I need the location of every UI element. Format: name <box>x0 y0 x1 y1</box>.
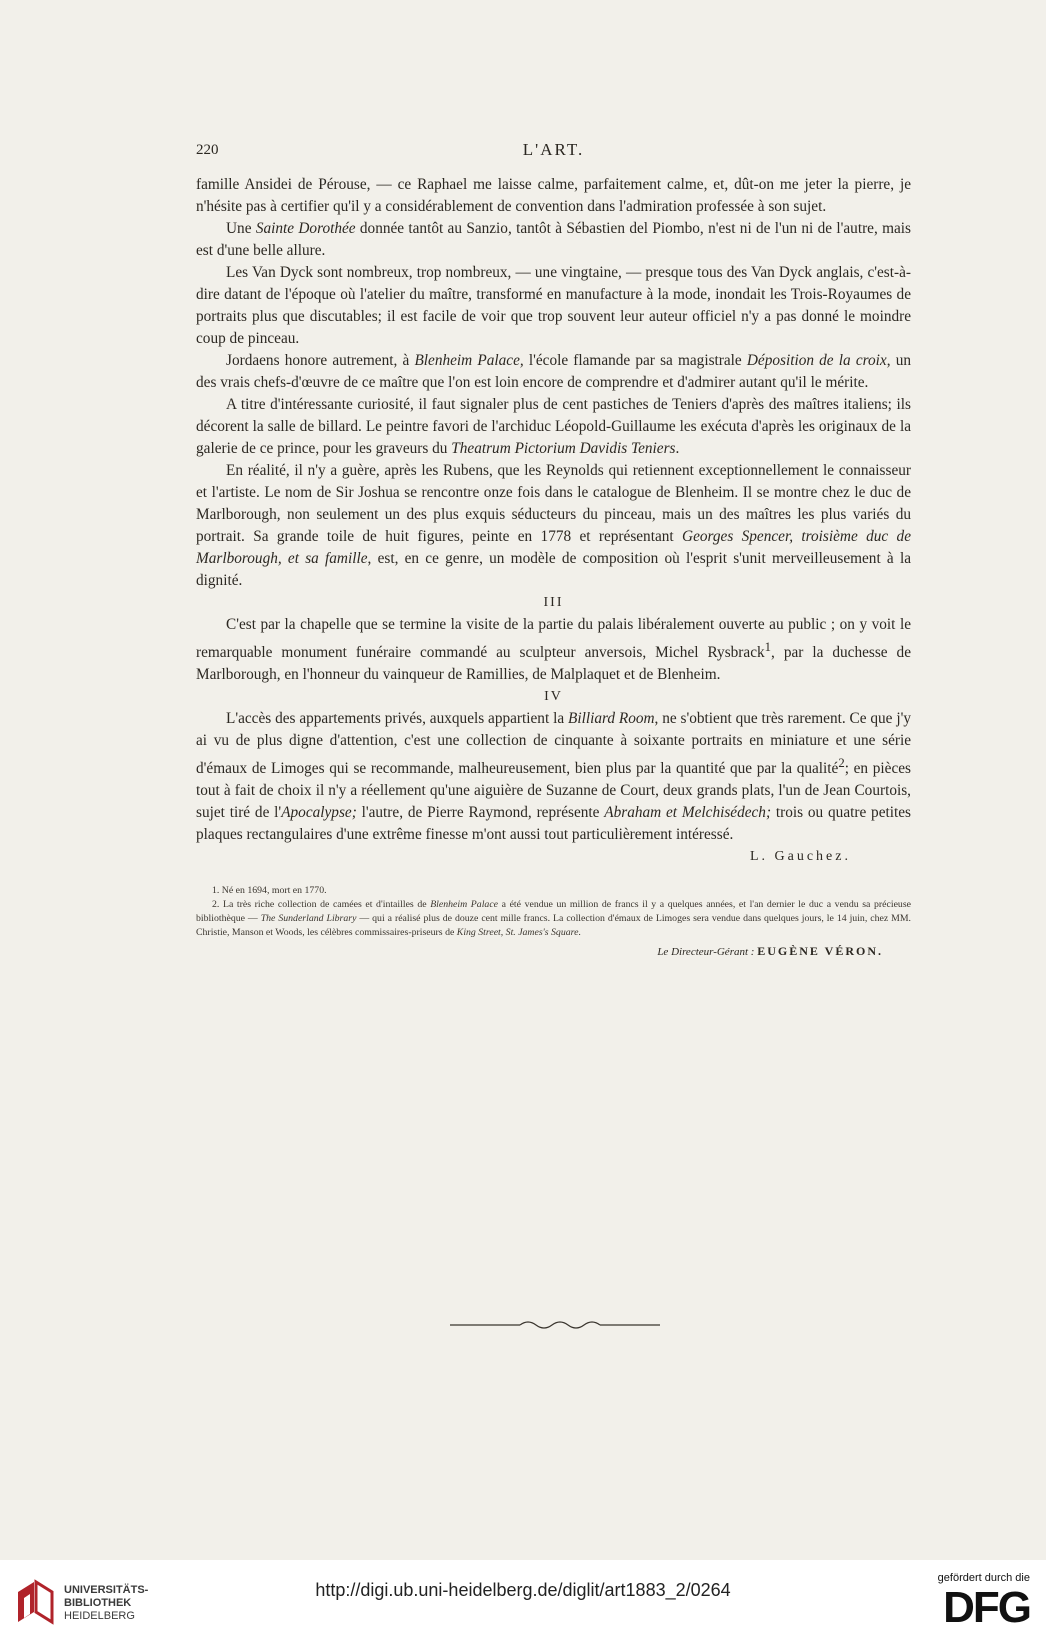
paragraph: En réalité, il n'y a guère, après les Rubens, que les Reynolds qui retiennent exceptionnellement le connaisseur et l'artiste. Le nom de Sir Joshua se rencontre onze fois dans le catalogue de Blenheim. Il se montre chez le duc de Marlborough, non seulement un des plus exquis séducteurs du pinceau, mais un des maîtres les plus variés du portrait. Sa grande toile de huit figures, peinte en 1778 et représentant Georges Spencer, troisième duc de Marlborough, et sa famille, est, en ce genre, un modèle de composition où l'esprit s'unit merveilleusement à la dignité. <box>196 462 911 589</box>
article-body <box>196 174 911 963</box>
section-heading-iv: IV <box>544 689 563 705</box>
paragraph: Les Van Dyck sont nombreux, trop nombreux, — une vingtaine, — presque tous des Van Dyck anglais, c'est-à-dire datant de l'époque où l'atelier du maître, transformé en manufacture à la mode, inondait les Trois-Royaumes de portraits plus que discutables; il est facile de voir que trop souvent leur auteur officiel n'y a pas donné le moindre coup de pinceau. <box>196 264 911 347</box>
funded-by-label: gefördert durch die <box>937 1572 1030 1584</box>
paragraph: Une Sainte Dorothée donnée tantôt au Sanzio, tantôt à Sébastien del Piombo, n'est ni de l'un ni de l'autre, mais est d'une belle allure. <box>196 220 911 259</box>
library-name: UNIVERSITÄTS- BIBLIOTHEK HEIDELBERG <box>64 1584 149 1622</box>
dfg-logo: DFG <box>943 1583 1030 1632</box>
footnote: 1. Né en 1694, mort en 1770. <box>212 885 327 897</box>
paragraph: famille Ansidei de Pérouse, — ce Raphael me laisse calme, parfaitement calme, et, dût-on me jeter la pierre, je n'hésite pas à certifier qu'il y a considérablement de convention dans l'admiration professée à son sujet. <box>196 176 911 215</box>
director-line: Le Directeur-Gérant : EUGÈNE VÉRON. <box>657 944 883 959</box>
paragraph: L'accès des appartements privés, auxquels appartient la Billiard Room, ne s'obtient que très rarement. Ce que j'y ai vu de plus digne d'attention, c'est une collection de cinquante à soixante portraits en miniature et une série d'émaux de Limoges qui se recommande, malheureusement, bien plus par la quantité que par la qualité$^2$; en pièces tout à fait de choix il n'y a réellement qu'une aiguière de Suzanne de Court, deux grands plats, l'un de Jean Courtois, sujet tiré de l'Apocalypse; l'autre, de Pierre Raymond, représente Abraham et Melchisédech; trois ou quatre petites plaques rectangulaires d'une extrême finesse m'ont aussi tout particulièrement intéressé. <box>196 710 911 844</box>
funder-logo <box>910 1572 1030 1630</box>
paragraph: A titre d'intéressante curiosité, il faut signaler plus de cent pastiches de Teniers d'après des maîtres italiens; ils décorent la salle de billard. Le peintre favori de l'archiduc Léopold-Guillaume les exécuta d'après les originaux de la galerie de ce prince, pour les graveurs du Theatrum Pictorium Davidis Teniers. <box>196 396 911 457</box>
footnote-ref[interactable]: 2 <box>838 756 845 771</box>
paragraph: C'est par la chapelle que se termine la visite de la partie du palais libéralement ouverte au public ; on y voit le remarquable monument funéraire commandé au sculpteur anversois, Michel Rysbrack$^1$, par la duchesse de Marlborough, en l'honneur du vainqueur de Ramillies, de Malplaquet et de Blenheim. <box>196 616 911 684</box>
page-number: 220 <box>196 142 219 158</box>
viewer-footer <box>0 1560 1046 1647</box>
footnote: 2. La très riche collection de camées et d'intailles de Blenheim Palace a été vendue un million de francs il y a quelques années, et l'an dernier le duc a vendu sa précieuse bibliothèque — The Sunderland Library — qui a réalisé plus de douze cent mille francs. La collection d'émaux de Limoges sera vendue dans quelques jours, le 14 juin, chez MM. Christie, Manson et Woods, les célèbres commissaires-priseurs de King Street, St. James's Square. <box>196 899 911 939</box>
journal-title: L'ART. <box>522 140 585 159</box>
section-heading-iii: III <box>543 595 564 610</box>
ornament-divider-icon <box>450 1318 660 1332</box>
paragraph: Jordaens honore autrement, à Blenheim Palace, l'école flamande par sa magistrale Déposition de la croix, un des vrais chefs-d'œuvre de ce maître que l'on est loin encore de comprendre et d'admirer autant qu'il le mérite. <box>196 352 911 391</box>
footnotes <box>196 884 911 940</box>
author-signature: L. Gauchez. <box>749 849 851 865</box>
footnote-ref[interactable]: 1 <box>764 640 772 654</box>
page-header <box>196 140 911 164</box>
permalink-url[interactable]: http://digi.ub.uni-heidelberg.de/diglit/art1883_2/0264 <box>315 1580 731 1600</box>
